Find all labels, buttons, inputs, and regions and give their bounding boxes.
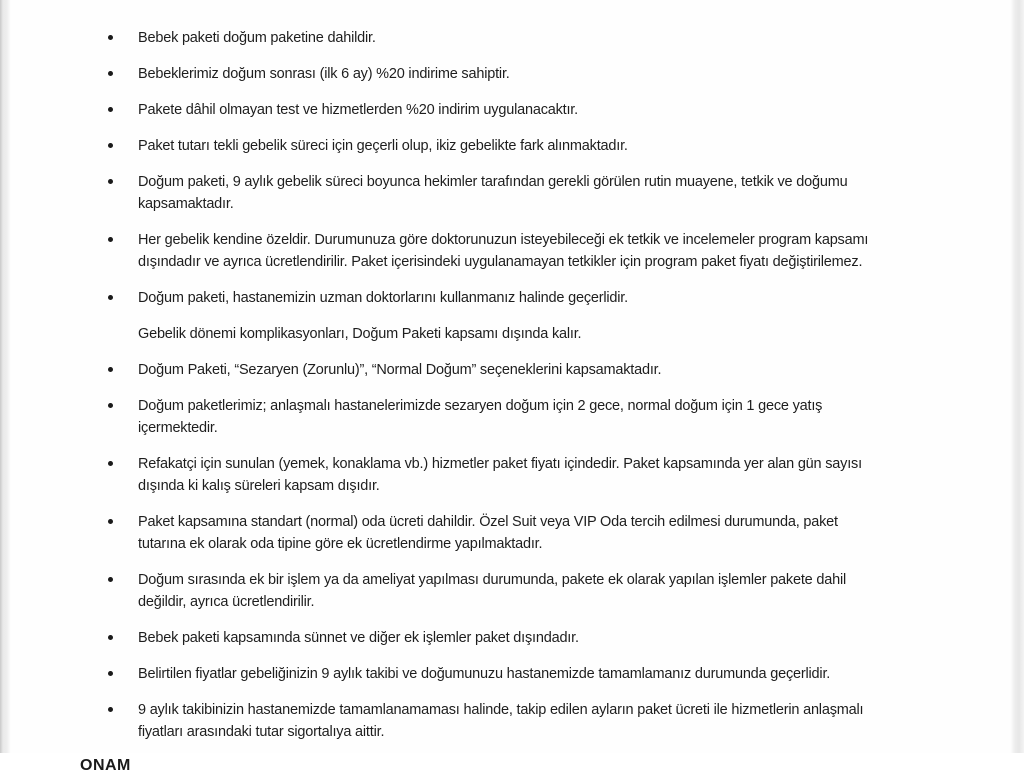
bullet-icon	[108, 295, 113, 300]
text-line: fiyatları arasındaki tutar sigortalıya aittir.	[138, 724, 385, 740]
bullet-icon	[108, 143, 113, 148]
text-line: Bebek paketi doğum paketine dahildir.	[138, 30, 376, 46]
bullet-icon	[108, 71, 113, 76]
list-item-text	[138, 511, 984, 555]
list-item-text	[138, 663, 984, 685]
list-item	[80, 359, 984, 381]
bullet-icon	[108, 577, 113, 582]
list-item-text	[138, 135, 984, 157]
text-line: Doğum paketi, 9 aylık gebelik süreci boyunca hekimler tarafından gerekli görülen rutin muayene, tetkik ve doğumu	[138, 174, 848, 190]
list-item-text	[138, 569, 984, 613]
text-line: Doğum paketi, hastanemizin uzman doktorlarını kullanmanız halinde geçerlidir.	[138, 290, 628, 306]
text-line: değildir, ayrıca ücretlendirilir.	[138, 594, 315, 610]
bullet-list	[80, 27, 984, 743]
document-content	[80, 27, 984, 775]
list-item-text	[138, 395, 984, 439]
text-line: Gebelik dönemi komplikasyonları, Doğum Paketi kapsamı dışında kalır.	[138, 326, 582, 342]
bullet-icon	[108, 403, 113, 408]
text-line: Paket kapsamına standart (normal) oda ücreti dahildir. Özel Suit veya VIP Oda tercih edilmesi durumunda, paket	[138, 514, 838, 530]
text-line: Her gebelik kendine özeldir. Durumunuza göre doktorunuzun isteyebileceği ek tetkik ve incelemeler program kapsamı	[138, 232, 869, 248]
list-item	[80, 135, 984, 157]
list-item	[80, 323, 984, 345]
text-line: tutarına ek olarak oda tipine göre ek ücretlendirme yapılmaktadır.	[138, 536, 543, 552]
list-item	[80, 63, 984, 85]
text-line: Doğum sırasında ek bir işlem ya da ameliyat yapılması durumunda, pakete ek olarak yapılan işlemler pakete dahil	[138, 572, 846, 588]
text-line: kapsamaktadır.	[138, 196, 234, 212]
text-line: dışında ki kalış süreleri kapsam dışıdır.	[138, 478, 380, 494]
list-item	[80, 453, 984, 497]
text-line: Refakatçi için sunulan (yemek, konaklama vb.) hizmetler paket fiyatı içindedir. Paket kapsamında yer alan gün sayısı	[138, 456, 862, 472]
bullet-icon	[108, 35, 113, 40]
text-line: Doğum Paketi, “Sezaryen (Zorunlu)”, “Normal Doğum” seçeneklerini kapsamaktadır.	[138, 362, 662, 378]
list-item	[80, 27, 984, 49]
bullet-icon	[108, 237, 113, 242]
bullet-icon	[108, 707, 113, 712]
list-item	[80, 395, 984, 439]
text-line: Belirtilen fiyatlar gebeliğinizin 9 aylık takibi ve doğumunuzu hastanemizde tamamlamanız durumunda geçerlidir.	[138, 666, 831, 682]
list-item-text	[138, 359, 984, 381]
text-line: içermektedir.	[138, 420, 218, 436]
text-line: Bebek paketi kapsamında sünnet ve diğer ek işlemler paket dışındadır.	[138, 630, 579, 646]
list-item-text	[138, 171, 984, 215]
footer-partial-heading: ONAM	[80, 757, 131, 774]
scan-edge-left	[0, 0, 11, 753]
list-item-text	[138, 229, 984, 273]
bullet-icon	[108, 179, 113, 184]
list-item-text	[138, 27, 984, 49]
bullet-icon	[108, 671, 113, 676]
list-item-text	[138, 627, 984, 649]
list-item	[80, 569, 984, 613]
text-line: Pakete dâhil olmayan test ve hizmetlerden %20 indirim uygulanacaktır.	[138, 102, 578, 118]
list-item-text	[138, 699, 984, 743]
list-item	[80, 663, 984, 685]
list-item-text	[138, 287, 984, 309]
text-line: Doğum paketlerimiz; anlaşmalı hastanelerimizde sezaryen doğum için 2 gece, normal doğum için 1 gece yatış	[138, 398, 823, 414]
list-item	[80, 171, 984, 215]
text-line: dışındadır ve ayrıca ücretlendirilir. Paket içerisindeki uygulanamayan tetkikler için program paket fiyatı değiştirilemez.	[138, 254, 863, 270]
bullet-icon	[108, 519, 113, 524]
list-item	[80, 229, 984, 273]
list-item	[80, 699, 984, 743]
bullet-icon	[108, 367, 113, 372]
list-item	[80, 627, 984, 649]
bullet-icon	[108, 635, 113, 640]
bullet-icon	[108, 461, 113, 466]
text-line: 9 aylık takibinizin hastanemizde tamamlanamaması halinde, takip edilen ayların paket ücreti ile hizmetlerin anlaşmalı	[138, 702, 864, 718]
list-item-text	[138, 99, 984, 121]
list-item	[80, 99, 984, 121]
list-item	[80, 287, 984, 309]
bullet-icon	[108, 107, 113, 112]
list-item-text	[138, 453, 984, 497]
list-item-text	[138, 63, 984, 85]
list-item-text	[138, 323, 984, 345]
scan-edge-right	[1010, 0, 1024, 753]
text-line: Paket tutarı tekli gebelik süreci için geçerli olup, ikiz gebelikte fark alınmaktadır.	[138, 138, 628, 154]
list-item	[80, 511, 984, 555]
text-line: Bebeklerimiz doğum sonrası (ilk 6 ay) %20 indirime sahiptir.	[138, 66, 510, 82]
